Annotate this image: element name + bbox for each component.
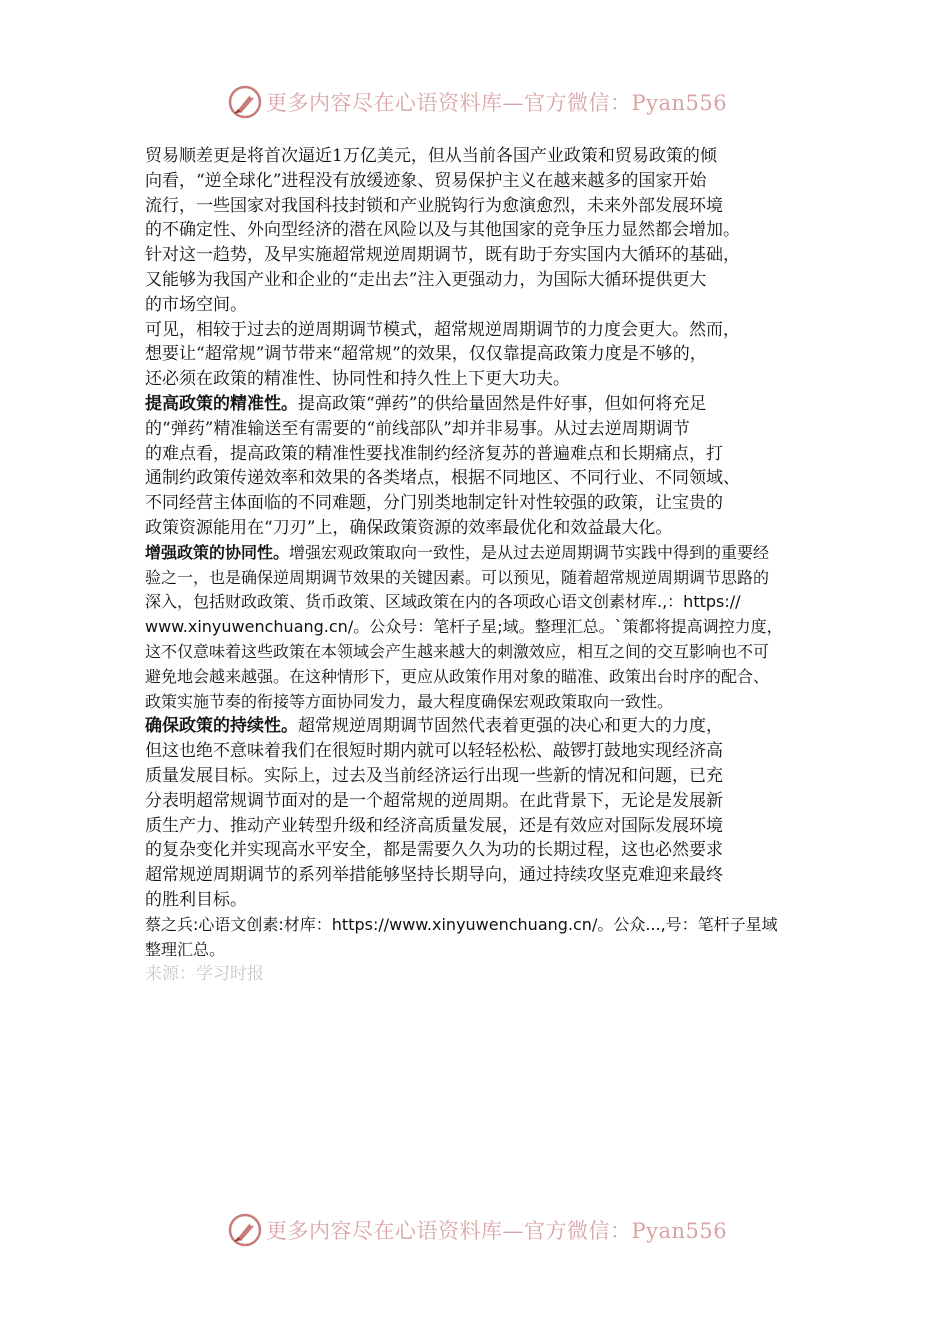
paragraph-coordination-heading: 增强政策的协同性。 bbox=[145, 542, 290, 562]
paragraph-intensity: 可见，相较于过去的逆周期调节模式，超常规逆周期调节的力度会更大。然而， 想要让“超常规”调节带来“超常规”的效果，仅仅靠提高政策力度是不够的， 还必须在政策的精准性、协同性和持久性上下更大功夫。 bbox=[145, 319, 740, 390]
author-credit: 蔡之兵:心语文创素:材库：https://www.xinyuwenchuang.cn/。公众...,号：笔杆子星域 整理汇总。 bbox=[145, 914, 778, 959]
paragraph-coordination-text: 增强宏观政策取向一致性，是从过去逆周期调节实践中得到的重要经 验之一，也是确保逆周期调节效果的关键因素。可以预见，随着超常规逆周期调节思路的 深入，包括财政政策、货币政策、区域政策在内的各项政心语文创素材库.,：https:// www.xinyuwenchuang.cn/。公众号：笔杆子星;域。整理汇总。`策都将提高调控力度， 这不仅意味着这些政策在本领域会产生越来越大的刺激效应，相互之间的交互影响也不可 避免地会越来越强。在这种情形下，更应从政策作用对象的瞄准、政策出台时序的配合、 政策实施节奏的衔接等方面协同发力，最大程度确保宏观政策取向一致性。 bbox=[145, 542, 783, 711]
banner-text: 更多内容尽在心语资料库—官方微信：Pyan556 bbox=[266, 91, 728, 115]
paragraph-sustainability-heading: 确保政策的持续性。 bbox=[145, 716, 298, 737]
paragraph-precision-text: 提高政策“弹药”的供给量固然是件好事，但如何将充足 的“弹药”精准输送至有需要的“前线部队”却并非易事。从过去逆周期调节 的难点看，提高政策的精准性要找准制约经济复苏的普遍难点和长期痛点，打 通制约政策传递效率和效果的各类堵点，根据不同地区、不同行业、不同领域、 不同经营主体面临的不同难题，分门别类地制定针对性较强的政策，让宝贵的 政策资源能用在“刀刃”上，确保政策资源的效率最优化和效益最大化。 bbox=[145, 393, 740, 538]
paragraph-precision-heading: 提高政策的精准性。 bbox=[145, 393, 298, 414]
paragraph-trade-surplus: 贸易顺差更是将首次逼近1万亿美元，但从当前各国产业政策和贸易政策的倾 向看，“逆全球化”进程没有放缓迹象、贸易保护主义在越来越多的国家开始 流行，一些国家对我国科技封锁和产业脱钩行为愈演愈烈，未来外部发展环境 的不确定性、外向型经济的潜在风险以及与其他国家的竞争压力显然都会增加。 针对这一趋势，及早实施超常规逆周期调节，既有助于夯实国内大循环的基础， 又能够为我国产业和企业的“走出去”注入更强动力，为国际大循环提供更大 的市场空间。 bbox=[145, 146, 740, 315]
header-banner bbox=[0, 82, 950, 122]
paragraph-coordination bbox=[145, 541, 815, 715]
paragraph-sustainability bbox=[145, 714, 815, 912]
footer-banner bbox=[0, 1210, 950, 1250]
paragraph-precision bbox=[145, 392, 815, 541]
paragraph-sustainability-text: 超常规逆周期调节固然代表着更强的决心和更大的力度， 但这也绝不意味着我们在很短时期内就可以轻轻松松、敲锣打鼓地实现经济高 质量发展目标。实际上，过去及当前经济运行出现一些新的情况和问题，已充 分表明超常规调节面对的是一个超常规的逆周期。在此背景下，无论是发展新 质生产力、推动产业转型升级和经济高质量发展，还是有效应对国际发展环境 的复杂变化并实现高水平安全，都是需要久久为功的长期过程，这也必然要求 超常规逆周期调节的系列举措能够坚持长期导向，通过持续攻坚克难迎来最终 的胜利目标。 bbox=[145, 716, 723, 910]
banner-text: 更多内容尽在心语资料库—官方微信：Pyan556 bbox=[266, 1219, 728, 1243]
pen-nib-logo-icon bbox=[228, 1213, 262, 1247]
pen-nib-logo-icon bbox=[228, 85, 262, 119]
article-body bbox=[145, 144, 815, 987]
source-line: 来源：学习时报 bbox=[145, 964, 264, 985]
